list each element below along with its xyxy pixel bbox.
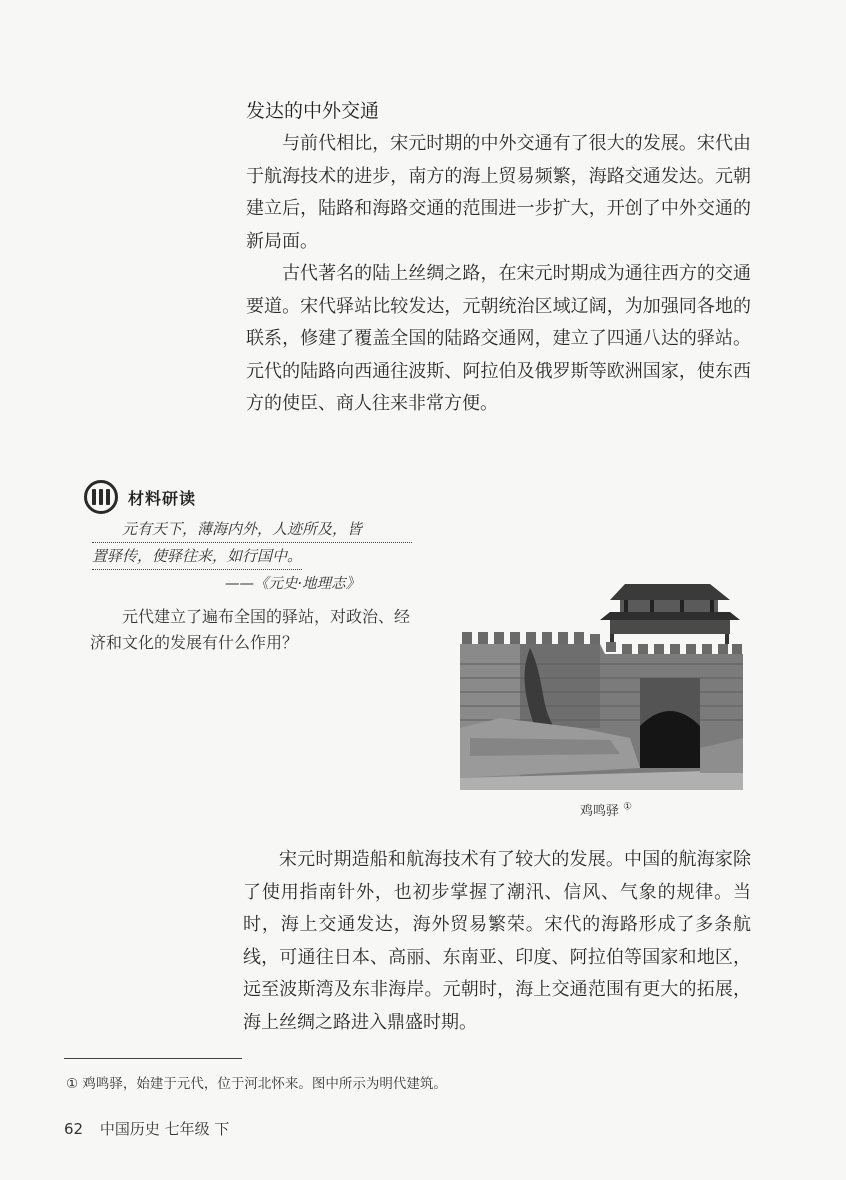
page-footer bbox=[64, 1118, 229, 1139]
footnote-divider bbox=[64, 1058, 242, 1059]
footnote: ① 鸡鸣驿，始建于元代，位于河北怀来。图中所示为明代建筑。 bbox=[66, 1076, 447, 1092]
paragraph-text: 宋元时期造船和航海技术有了较大的发展。中国的航海家除了使用指南针外，也初步掌握了潮汛、信风、气象的规律。当时，海上交通发达，海外贸易繁荣。宋代的海路形成了多条航线，可通往日本、高丽、东南亚、印度、阿拉伯等国家和地区，远至波斯湾及东非海岸。元朝时，海上交通范围有更大的拓展，海上丝绸之路进入鼎盛时期。 bbox=[243, 849, 751, 1033]
material-question: 元代建立了遍布全国的驿站，对政治、经济和文化的发展有什么作用？ bbox=[90, 607, 411, 652]
quote-source: ——《元史·地理志》 bbox=[225, 576, 361, 592]
material-box-title: 材料研读 bbox=[128, 488, 197, 508]
paragraph-3 bbox=[243, 844, 751, 1040]
quote-line-2: 置驿传，使驿往来，如行国中。 bbox=[92, 543, 302, 570]
caption-text: 鸡鸣驿 bbox=[580, 804, 620, 819]
section-title: 发达的中外交通 bbox=[246, 100, 380, 122]
book-title: 中国历史 七年级 下 bbox=[99, 1120, 230, 1138]
figure-caption bbox=[580, 800, 632, 819]
paragraph-text: 古代著名的陆上丝绸之路，在宋元时期成为通往西方的交通要道。宋代驿站比较发达，元朝统治区域辽阔，为加强同各地的联系，修建了覆盖全国的陆路交通网，建立了四通八达的驿站。元代的陆路向西通往波斯、阿拉伯及俄罗斯等欧洲国家，使东西方的使臣、商人往来非常方便。 bbox=[246, 263, 751, 415]
paragraph-2 bbox=[246, 258, 751, 421]
page-number: 62 bbox=[64, 1120, 84, 1138]
book-pages-icon bbox=[84, 480, 118, 514]
material-box-header bbox=[84, 480, 196, 514]
paragraph-1 bbox=[246, 128, 751, 258]
paragraph-text: 与前代相比，宋元时期的中外交通有了很大的发展。宋代由于航海技术的进步，南方的海上贸易频繁，海路交通发达。元朝建立后，陆路和海路交通的范围进一步扩大，开创了中外交通的新局面。 bbox=[246, 133, 751, 252]
jimingyi-photo bbox=[460, 578, 743, 790]
footnote-mark: ① bbox=[623, 801, 633, 813]
quote-line-1: 元有天下，薄海内外，人迹所及，皆 bbox=[92, 516, 412, 543]
material-quote bbox=[92, 516, 412, 570]
